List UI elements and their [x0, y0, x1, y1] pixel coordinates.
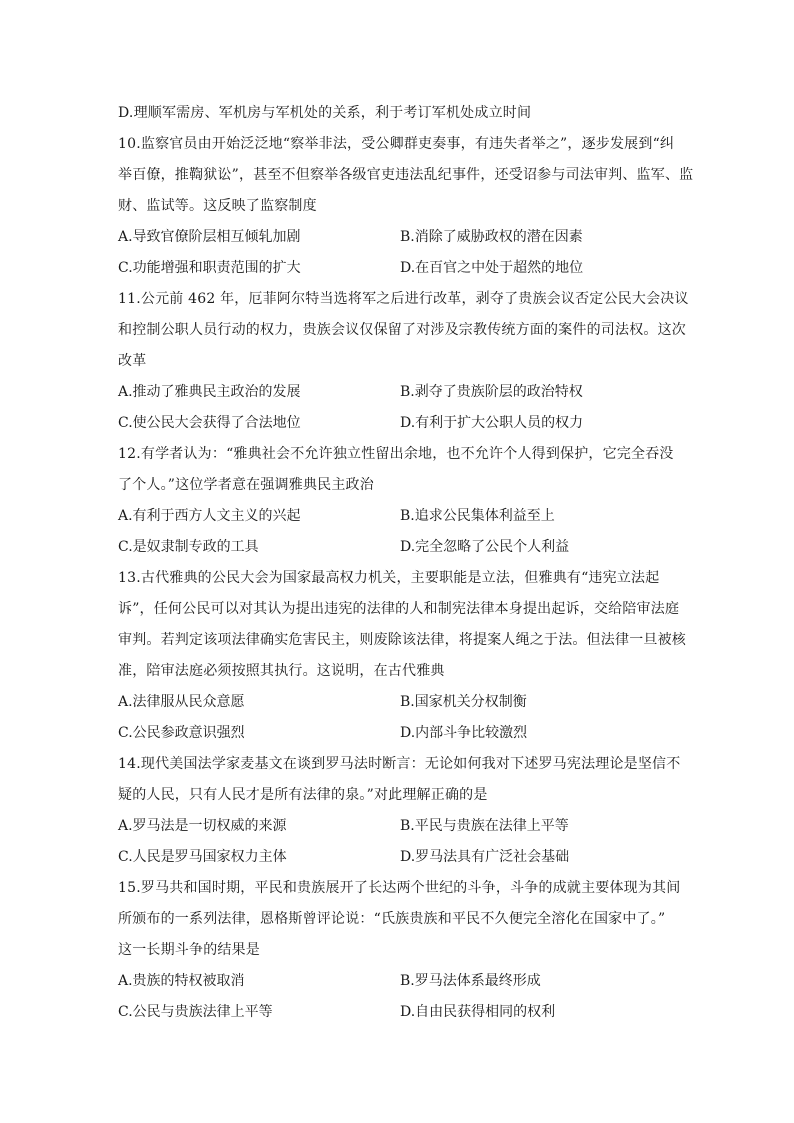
answer-option: C.是奴隶制专政的工具	[118, 539, 259, 555]
answer-option: A.有利于西方人文主义的兴起	[118, 508, 301, 524]
answer-options-row	[118, 718, 678, 749]
answer-options-row	[118, 222, 678, 253]
answer-option: C.使公民大会获得了合法地位	[118, 415, 301, 431]
answer-options-row	[118, 811, 678, 842]
answer-option: A.导致官僚阶层相互倾轧加剧	[118, 229, 301, 245]
question-text-line: 13.古代雅典的公民大会为国家最高权力机关，主要职能是立法，但雅典有“违宪立法起	[118, 570, 660, 586]
answer-option: A.贵族的特权被取消	[118, 973, 245, 989]
answer-options-row	[118, 997, 678, 1028]
answer-options-row	[118, 842, 678, 873]
answer-option: B.剥夺了贵族阶层的政治特权	[400, 384, 583, 400]
answer-option: B.国家机关分权制衡	[400, 694, 527, 710]
answer-options-row	[118, 253, 678, 284]
answer-option: D.完全忽略了公民个人利益	[400, 539, 570, 555]
question-text-line: 这一长期斗争的结果是	[118, 942, 260, 958]
question-list	[118, 98, 694, 1028]
question-text-line: 14.现代美国法学家麦基文在谈到罗马法时断言：无论如何我对下述罗马宪法理论是坚信不	[118, 756, 681, 772]
answer-option: C.人民是罗马国家权力主体	[118, 849, 287, 865]
answer-option: B.平民与贵族在法律上平等	[400, 818, 569, 834]
question-text-line: 15.罗马共和国时期，平民和贵族展开了长达两个世纪的斗争，斗争的成就主要体现为其间	[118, 880, 681, 896]
answer-option: C.功能增强和职责范围的扩大	[118, 260, 301, 276]
question-text-line: 11.公元前 462 年，厄菲阿尔特当选将军之后进行改革，剥夺了贵族会议否定公民大会决议	[118, 291, 689, 307]
answer-options-row	[118, 377, 678, 408]
answer-option: A.罗马法是一切权威的来源	[118, 818, 287, 834]
answer-option: D.在百官之中处于超然的地位	[400, 260, 584, 276]
question-text-line: 改革	[118, 353, 147, 369]
answer-options-row	[118, 501, 678, 532]
answer-options-row	[118, 966, 678, 997]
answer-option: B.消除了威胁政权的潜在因素	[400, 229, 583, 245]
answer-option: A.推动了雅典民主政治的发展	[118, 384, 301, 400]
answer-option: D.有利于扩大公职人员的权力	[400, 415, 584, 431]
question-text-line: 了个人。”这位学者意在强调雅典民主政治	[118, 477, 374, 493]
question-text-line: 准，陪审法庭必须按照其执行。这说明，在古代雅典	[118, 663, 445, 679]
answer-option: B.追求公民集体利益至上	[400, 508, 555, 524]
answer-options-row	[118, 408, 678, 439]
question-text-line: 审判。若判定该项法律确实危害民主，则废除该法律，将提案人绳之于法。但法律一旦被核	[118, 632, 686, 648]
question-text-line: 和控制公职人员行动的权力，贵族会议仅保留了对涉及宗教传统方面的案件的司法权。这次	[118, 322, 686, 338]
answer-options-row	[118, 687, 678, 718]
answer-option: D.罗马法具有广泛社会基础	[400, 849, 570, 865]
question-text-line: 诉”，任何公民可以对其认为提出违宪的法律的人和制宪法律本身提出起诉，交给陪审法庭	[118, 601, 680, 617]
answer-options-row	[118, 532, 678, 563]
answer-option: C.公民与贵族法律上平等	[118, 1004, 273, 1020]
answer-option: C.公民参政意识强烈	[118, 725, 245, 741]
question-text-line: 举百僚，推鞫狱讼”，甚至不但察举各级官吏违法乱纪事件，还受诏参与司法审判、监军、监	[118, 167, 694, 183]
question-text-line: D.理顺军需房、军机房与军机处的关系，利于考订军机处成立时间	[118, 105, 532, 121]
question-text-line: 12.有学者认为：“雅典社会不允许独立性留出余地，也不允许个人得到保护，它完全吞没	[118, 446, 674, 462]
answer-option: A.法律服从民众意愿	[118, 694, 245, 710]
answer-option: D.内部斗争比较激烈	[400, 725, 528, 741]
question-text-line: 所颁布的一系列法律，恩格斯曾评论说：“氏族贵族和平民不久便完全溶化在国家中了。”	[118, 911, 666, 927]
answer-option: B.罗马法体系最终形成	[400, 973, 541, 989]
question-text-line: 财、监试等。这反映了监察制度	[118, 198, 317, 214]
answer-option: D.自由民获得相同的权利	[400, 1004, 556, 1020]
question-text-line: 10.监察官员由开始泛泛地“察举非法，受公卿群吏奏事，有违失者举之”，逐步发展到“纠	[118, 136, 675, 152]
question-text-line: 疑的人民，只有人民才是所有法律的泉。”对此理解正确的是	[118, 787, 488, 803]
